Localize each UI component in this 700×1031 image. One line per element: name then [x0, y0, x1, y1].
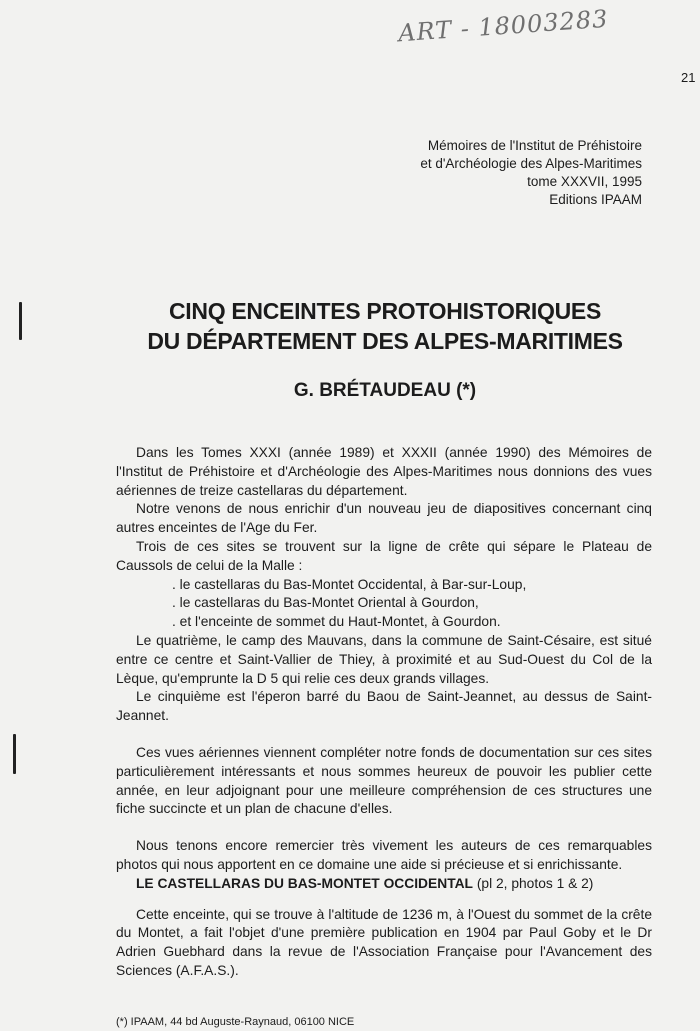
section-title: LE CASTELLARAS DU BAS-MONTET OCCIDENTAL — [136, 875, 473, 891]
header-line: Editions IPAAM — [549, 192, 642, 207]
paragraph: Le quatrième, le camp des Mauvans, dans la commune de Saint-Césaire, est situé entre ce centre et Saint-Vallier de Thiey, à proximité et au Sud-Ouest du Col de la Lèque, qu'emprunte la D 5 qui relie ces deux grands villages. — [116, 632, 652, 686]
list-item: . le castellaras du Bas-Montet Oriental à Gourdon, — [172, 595, 479, 611]
paragraph: Ces vues aériennes viennent compléter notre fonds de documentation sur ces sites particulièrement intéressants et nous sommes heureux de pouvoir les publier cette année, en leur adjoignant pour une meilleure compréhension de ces structures une fiche succincte et un plan de chacune d'elles. — [116, 744, 652, 817]
margin-mark — [13, 734, 16, 774]
handwritten-annotation: ART - 18003283 — [397, 4, 610, 48]
paragraph: Trois de ces sites se trouvent sur la ligne de crête qui sépare le Plateau de Caussols de celui de la Malle : — [116, 538, 652, 573]
header-line: Mémoires de l'Institut de Préhistoire — [427, 138, 642, 153]
paragraph: Cette enceinte, qui se trouve à l'altitude de 1236 m, à l'Ouest du sommet de la crête du Montet, a fait l'objet d'une première publication en 1904 par Paul Goby et le Dr Adrien Guebhard dans la revue de l'Association Française pour l'Avancement des Sciences (A.F.A.S.). — [116, 906, 652, 978]
site-list — [116, 576, 652, 632]
list-item: . le castellaras du Bas-Montet Occidental, à Bar-sur-Loup, — [172, 576, 527, 592]
title-line: CINQ ENCEINTES PROTOHISTORIQUES — [168, 298, 602, 324]
header-line: tome XXXVII, 1995 — [527, 174, 642, 189]
section-heading-note: (pl 2, photos 1 & 2) — [473, 875, 594, 891]
page-number: 21 — [681, 70, 696, 85]
title-line: DU DÉPARTEMENT DES ALPES-MARITIMES — [147, 328, 623, 354]
article-title — [60, 296, 700, 356]
footnote: (*) IPAAM, 44 bd Auguste-Raynaud, 06100 NICE — [116, 1016, 355, 1028]
article-body — [116, 444, 652, 981]
publication-header — [420, 137, 642, 209]
paragraph: Nous tenons encore remercier très vivement les auteurs de ces remarquables photos qui nous apportent en ce domaine une aide si précieuse et si enrichissante. — [116, 838, 652, 872]
author: G. BRÉTAUDEAU (*) — [293, 380, 477, 401]
header-line: et d'Archéologie des Alpes-Maritimes — [420, 156, 642, 171]
paragraph: Notre venons de nous enrichir d'un nouveau jeu de diapositives concernant cinq autres enceintes de l'Age du Fer. — [116, 501, 652, 536]
list-item: . et l'enceinte de sommet du Haut-Montet, à Gourdon. — [172, 614, 501, 630]
margin-mark — [19, 302, 22, 340]
paragraph: Le cinquième est l'éperon barré du Baou de Saint-Jeannet, au dessus de Saint-Jeannet. — [116, 689, 652, 724]
paragraph: Dans les Tomes XXXI (année 1989) et XXXII (année 1990) des Mémoires de l'Institut de Préhistoire et d'Archéologie des Alpes-Maritimes nous donnions des vues aériennes de treize castellaras du département. — [116, 445, 652, 498]
section-heading — [116, 875, 652, 894]
